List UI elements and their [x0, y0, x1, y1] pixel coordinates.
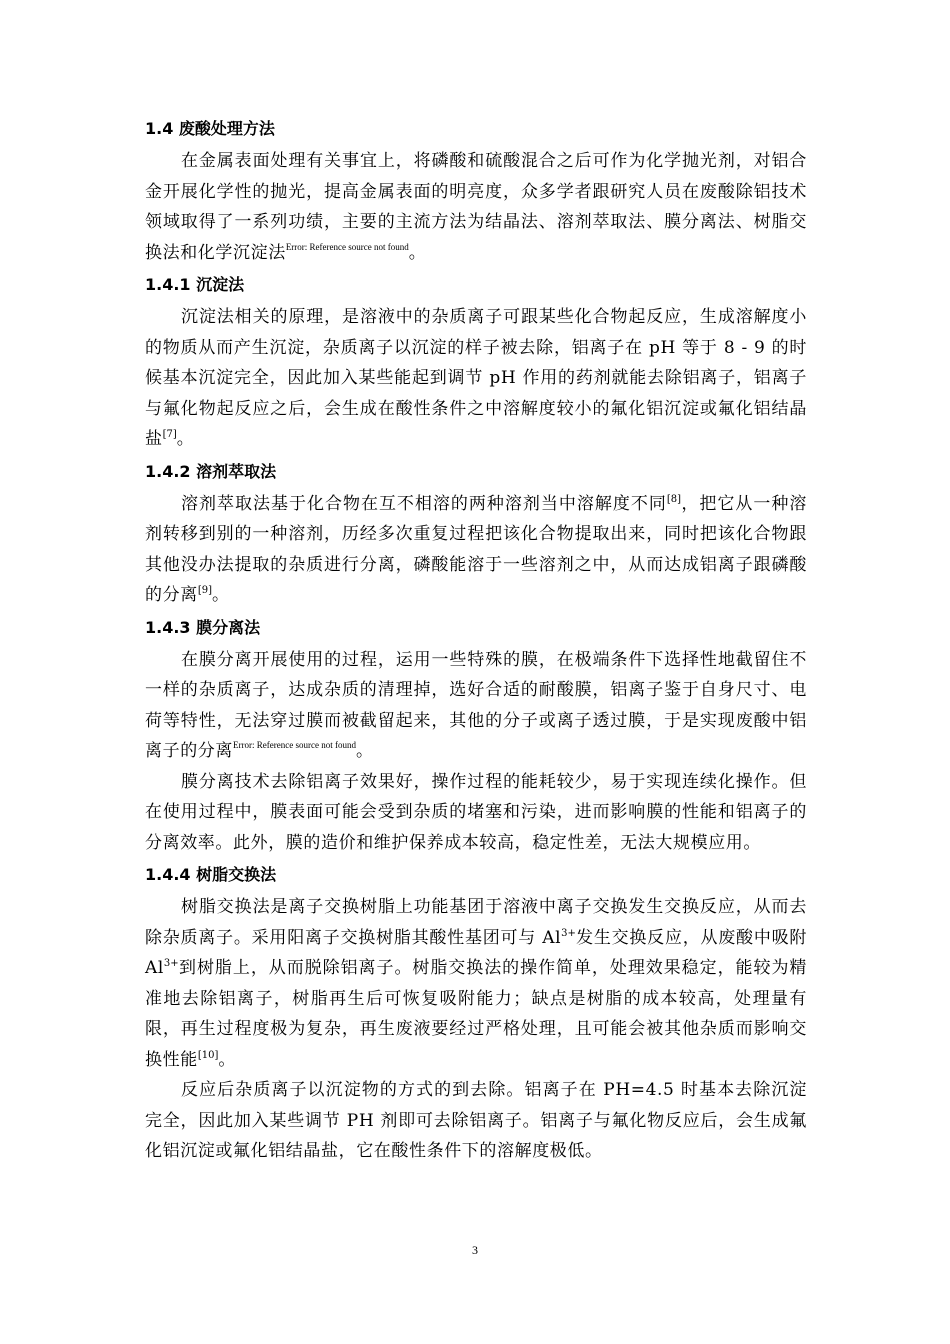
paragraph-text: ，把它从一种溶剂转移到别的一种溶剂，历经多次重复过程把该化合物提取出来，同时把该化合物跟其他没办法提取的杂质进行分离，磷酸能溶于一些溶剂之中，从而达成铝离子跟磷酸的分离 — [145, 493, 807, 605]
paragraph — [145, 489, 807, 611]
section-heading-1-4-1: 1.4.1 沉淀法 — [145, 275, 245, 294]
reference-error: Error: Reference source not found — [233, 740, 356, 750]
paragraph-text: 溶剂萃取法基于化合物在互不相溶的两种溶剂当中溶解度不同 — [181, 493, 667, 514]
paragraph-end: 。 — [211, 585, 230, 605]
paragraph: 反应后杂质离子以沉淀物的方式的到去除。铝离子在 PH=4.5 时基本去除沉淀完全，因此加入某些调节 PH 剂即可去除铝离子。铝离子与氟化物反应后，会生成氟化铝沉淀或氟化铝结晶盐，它在酸性条件下的溶解度极低。 — [145, 1080, 807, 1161]
paragraph — [145, 302, 807, 455]
citation: [8] — [666, 493, 682, 505]
section-heading-1-4-3: 1.4.3 膜分离法 — [145, 617, 261, 637]
reference-error: Error: Reference source not found — [285, 241, 409, 252]
paragraph-text: 在膜分离开展使用的过程，运用一些特殊的膜，在极端条件下选择性地截留住不一样的杂质离子，达成杂质的清理掉，选好合适的耐酸膜，铝离子鉴于自身尺寸、电荷等特性，无法穿过膜而被截留起来，其他的分子或离子透过膜，于是实现废酸中铝离子的分离 — [145, 649, 807, 761]
paragraph-text: 在金属表面处理有关事宜上，将磷酸和硫酸混合之后可作为化学抛光剂，对铝合金开展化学性的抛光，提高金属表面的明亮度，众多学者跟研究人员在废酸除铝技术领域取得了一系列功绩，主要的主流方法为结晶法、溶剂萃取法、膜分离法、树脂交换法和化学沉淀法 — [145, 151, 807, 263]
ion-charge: 3+ — [163, 958, 179, 969]
citation: [9] — [197, 585, 212, 596]
section-heading-1-4: 1.4 废酸处理方法 — [145, 119, 275, 138]
paragraph-text: 发生交换反应，从废酸中吸附 Al — [145, 927, 807, 978]
paragraph: 膜分离技术去除铝离子效果好，操作过程的能耗较少，易于实现连续化操作。但在使用过程中，膜表面可能会受到杂质的堵塞和污染，进而影响膜的性能和铝离子的分离效率。此外，膜的造价和维护保养成本较高，稳定性差，无法大规模应用。 — [145, 771, 807, 853]
page-number: 3 — [472, 1243, 478, 1257]
paragraph-text: 到树脂上，从而脱除铝离子。树脂交换法的操作简单，处理效果稳定，能较为精准地去除铝离子，树脂再生后可恢复吸附能力；缺点是树脂的成本较高，处理量有限，再生过程度极为复杂，再生废液要经过严格处理，且可能会被其他杂质而影响交换性能 — [145, 958, 807, 1070]
section-heading-1-4-2: 1.4.2 溶剂萃取法 — [145, 461, 277, 481]
paragraph-text: 树脂交换法是离子交换树脂上功能基团于溶液中离子交换发生交换反应，从而去除杂质离子。采用阳离子交换树脂其酸性基团可与 Al — [145, 897, 807, 948]
paragraph — [145, 146, 807, 268]
page-body — [145, 112, 807, 1167]
section-heading-1-4-4: 1.4.4 树脂交换法 — [145, 865, 277, 884]
paragraph-end: 。 — [176, 429, 195, 449]
ion-charge: 3+ — [561, 927, 576, 939]
paragraph-text: 沉淀法相关的原理，是溶液中的杂质离子可跟某些化合物起反应，生成溶解度小的物质从而产生沉淀，杂质离子以沉淀的样子被去除，铝离子在 pH 等于 8 - 9 的时候基本沉淀完全，因此加入某些能起到调节 pH 作用的药剂就能去除铝离子，铝离子与氟化物起反应之后，会生成在酸性条件之中溶解度较小的氟化铝沉淀或氟化铝结晶盐 — [145, 307, 807, 449]
paragraph-end: 。 — [218, 1049, 236, 1070]
paragraph — [145, 892, 807, 1075]
paragraph-end: 。 — [355, 741, 374, 761]
citation: [10] — [197, 1049, 219, 1061]
citation: [7] — [162, 429, 177, 440]
paragraph — [145, 645, 807, 767]
paragraph-end: 。 — [408, 242, 427, 263]
